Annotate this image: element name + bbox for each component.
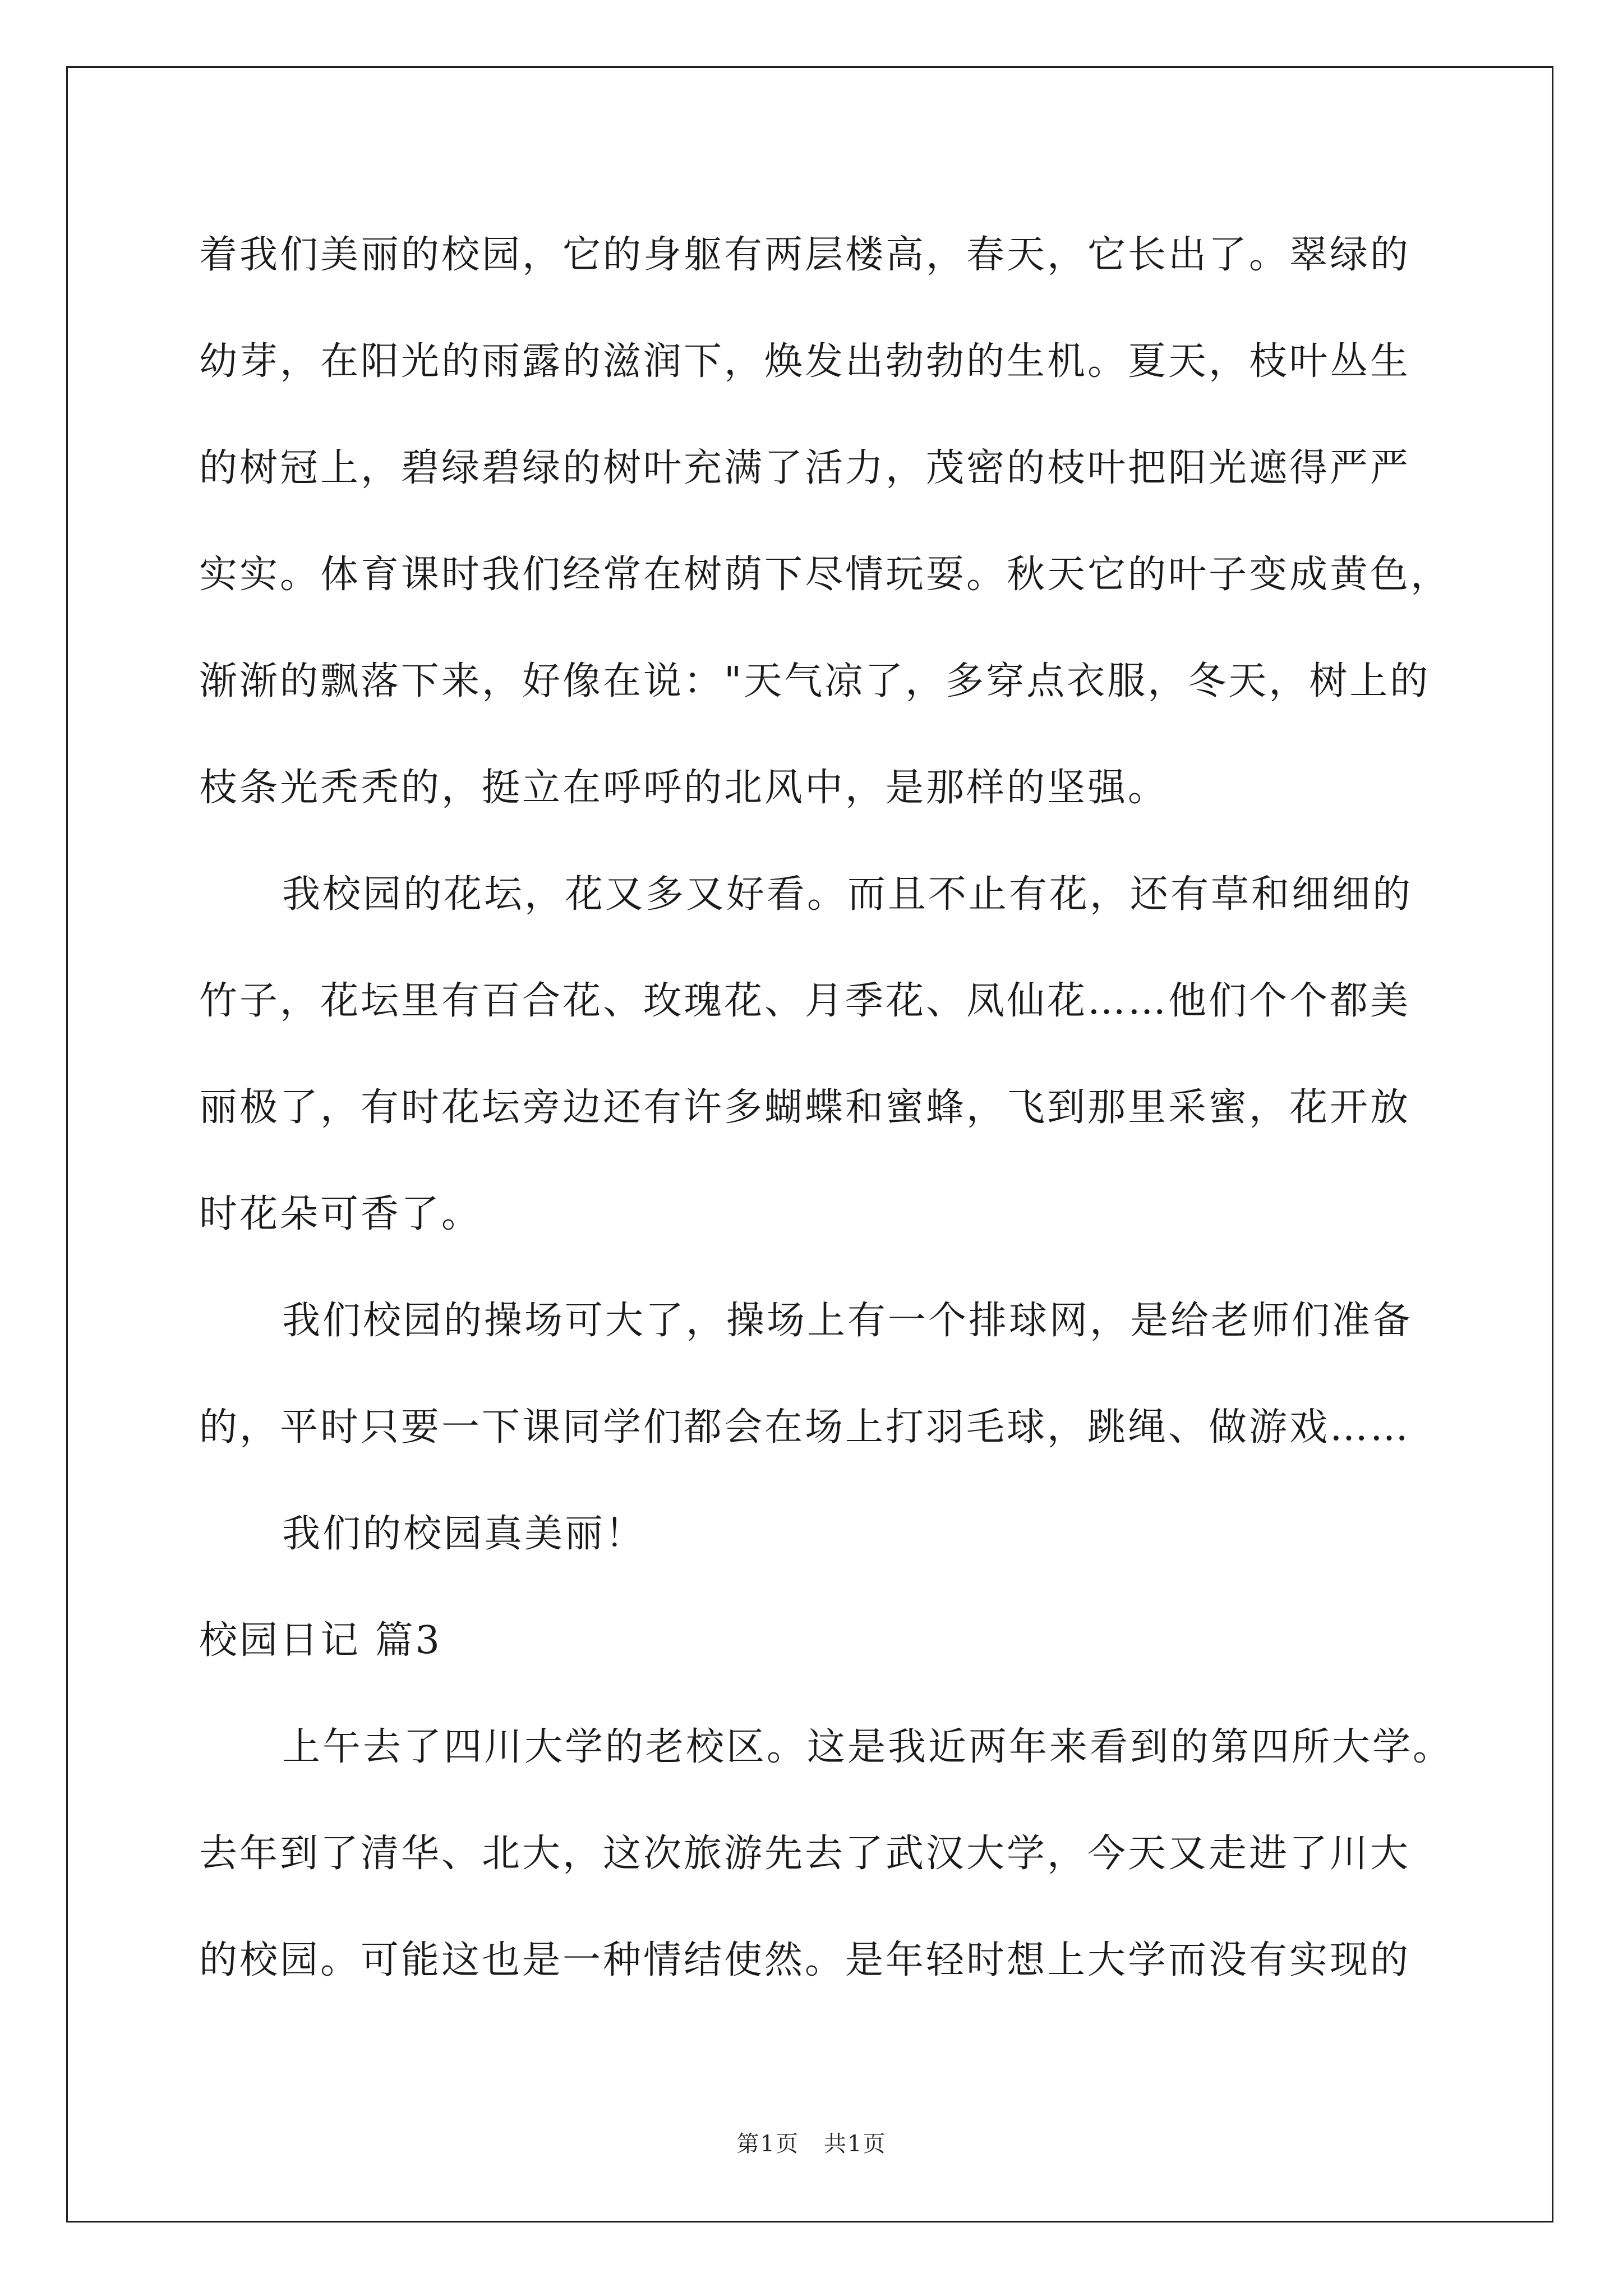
document-body bbox=[199, 202, 1454, 2014]
text-line: 幼芽，在阳光的雨露的滋润下，焕发出勃勃的生机。夏天，枝叶丛生 bbox=[199, 339, 1411, 384]
page-total: 共1页 bbox=[824, 2131, 887, 2157]
text-line: 竹子，花坛里有百合花、玫瑰花、月季花、凤仙花……他们个个都美 bbox=[199, 979, 1411, 1023]
text-line: 的，平时只要一下课同学们都会在场上打羽毛球，跳绳、做游戏…… bbox=[199, 1405, 1411, 1450]
paragraph-first-line: 我们的校园真美丽！ bbox=[282, 1512, 646, 1556]
page-footer bbox=[0, 2126, 1623, 2158]
text-line: 实实。体育课时我们经常在树荫下尽情玩耍。秋天它的叶子变成黄色， bbox=[199, 553, 1451, 597]
text-line: 时花朵可香了。 bbox=[199, 1192, 482, 1236]
text-line: 的校园。可能这也是一种情结使然。是年轻时想上大学而没有实现的 bbox=[199, 1938, 1411, 1982]
text-line: 枝条光秃秃的，挺立在呼呼的北风中，是那样的坚强。 bbox=[199, 766, 1169, 810]
paragraph-first-line: 上午去了四川大学的老校区。这是我近两年来看到的第四所大学。 bbox=[282, 1725, 1454, 1769]
text-line: 着我们美丽的校园，它的身躯有两层楼高，春天，它长出了。翠绿的 bbox=[199, 233, 1411, 277]
section-heading: 校园日记 篇3 bbox=[199, 1618, 442, 1663]
text-line: 的树冠上，碧绿碧绿的树叶充满了活力，茂密的枝叶把阳光遮得严严 bbox=[199, 446, 1411, 490]
text-line: 丽极了，有时花坛旁边还有许多蝴蝶和蜜蜂，飞到那里采蜜，花开放 bbox=[199, 1085, 1411, 1130]
paragraph-first-line: 我们校园的操场可大了，操场上有一个排球网，是给老师们准备 bbox=[282, 1299, 1413, 1343]
text-line: 去年到了清华、北大，这次旅游先去了武汉大学，今天又走进了川大 bbox=[199, 1832, 1411, 1876]
page-number: 第1页 bbox=[736, 2131, 799, 2157]
paragraph-first-line: 我校园的花坛，花又多又好看。而且不止有花，还有草和细细的 bbox=[282, 872, 1413, 917]
text-line: 渐渐的飘落下来，好像在说："天气凉了，多穿点衣服，冬天，树上的 bbox=[199, 659, 1431, 703]
